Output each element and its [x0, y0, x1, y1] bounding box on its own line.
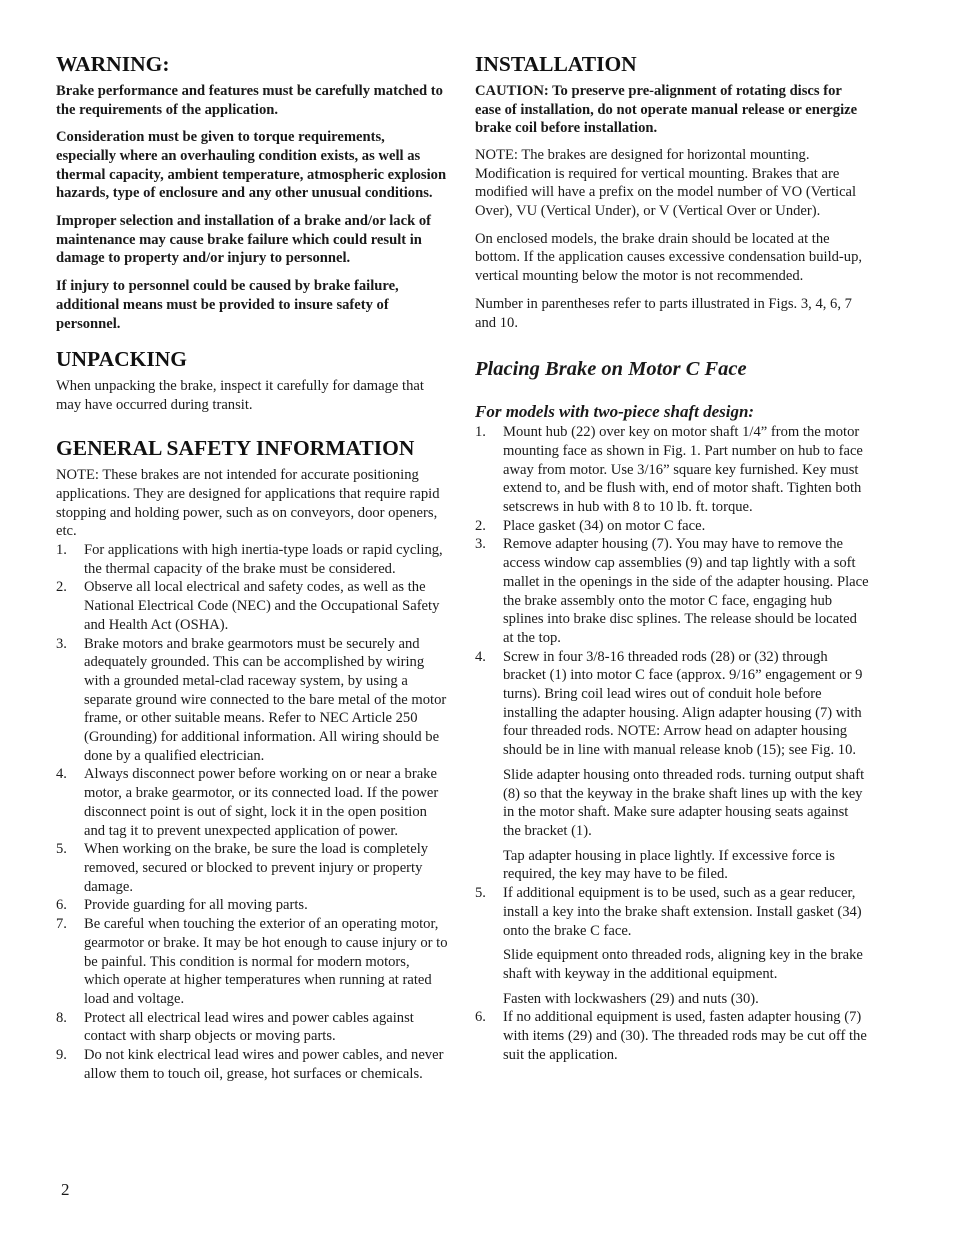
list-number: 1.: [56, 542, 67, 559]
list-item: [475, 1008, 869, 1064]
list-number: 6.: [475, 1009, 486, 1026]
list-item: [475, 535, 869, 647]
list-text: If additional equipment is to be used, such as a gear reducer, install a key into the brake shaft extension. Install gasket (34) onto the brake C face.: [503, 885, 862, 939]
list-text: For applications with high inertia-type loads or rapid cycling, the thermal capacity of the brake must be considered.: [84, 542, 443, 577]
list-number: 7.: [56, 916, 67, 933]
list-item: [56, 840, 448, 896]
installation-paragraph: NOTE: The brakes are designed for horizontal mounting. Modification is required for vertical mounting. Brakes that are modified will have a prefix on the model number of VO (Vertical Over), VU (Vertical Under), or V (Vertical Over or Under).: [475, 146, 857, 220]
list-item: [56, 578, 448, 634]
list-item: [56, 896, 448, 915]
list-item: [56, 1009, 448, 1046]
installation-paragraph: Number in parentheses refer to parts illustrated in Figs. 3, 4, 6, 7 and 10.: [475, 295, 852, 331]
list-number: 9.: [56, 1047, 67, 1064]
warning-paragraph: Consideration must be given to torque requirements, especially where an overhauling condition exists, as well as thermal capacity, ambient temperature, atmospheric explosion hazards, type of enclosure and any other unusual conditions.: [56, 129, 447, 202]
unpacking-section: [56, 347, 448, 414]
list-item: [56, 765, 448, 840]
list-number: 6.: [56, 897, 67, 914]
general-safety-section: [56, 436, 448, 1083]
list-text: Brake motors and brake gearmotors must be securely and adequately grounded. This can be accomplished by wiring with a grounded metal-clad raceway system, by using a separate ground wire connected to the bare metal of the motor frame, or other suitable means. Refer to NEC Article 250 (Grounding) for additional information. All wiring should be done by a qualified electrician.: [84, 635, 447, 764]
warning-heading: WARNING:: [56, 52, 170, 76]
list-continuation: Slide equipment onto threaded rods, aligning key in the brake shaft with keyway in the additional equipment.: [503, 947, 863, 982]
list-number: 3.: [56, 635, 67, 652]
right-column: [475, 52, 869, 1064]
list-item: [475, 648, 869, 884]
list-text: Provide guarding for all moving parts.: [84, 897, 308, 914]
list-text: If no additional equipment is used, fasten adapter housing (7) with items (29) and (30). The threaded rods may be cut off the suit the application.: [503, 1009, 867, 1063]
list-text: Observe all local electrical and safety codes, as well as the National Electrical Code (NEC) and the Occupational Safety and Health Act (OSHA).: [84, 579, 440, 633]
list-text: Always disconnect power before working on or near a brake motor, a brake gearmotor, or its connected load. If the power disconnect point is out of sight, lock it in the open position and tag it to prevent unexpected application of power.: [84, 766, 439, 839]
list-text: Place gasket (34) on motor C face.: [503, 517, 706, 534]
list-number: 2.: [56, 579, 67, 596]
list-number: 2.: [475, 517, 486, 534]
general-safety-note: NOTE: These brakes are not intended for accurate positioning applications. They are designed for applications that require rapid stopping and holding power, such as on conveyors, door openers, etc.: [56, 467, 440, 540]
list-number: 5.: [56, 841, 67, 858]
list-number: 4.: [56, 766, 67, 783]
list-item: [56, 1046, 448, 1083]
list-text: Do not kink electrical lead wires and power cables, and never allow them to touch oil, grease, hot surfaces or chemicals.: [84, 1047, 444, 1082]
list-text: Protect all electrical lead wires and power cables against contact with sharp objects or moving parts.: [84, 1009, 414, 1045]
warning-paragraph: Brake performance and features must be carefully matched to the requirements of the application.: [56, 82, 443, 118]
list-number: 8.: [56, 1009, 67, 1026]
installation-section: [475, 52, 869, 332]
installation-caution: CAUTION: To preserve pre-alignment of rotating discs for ease of installation, do not operate manual release or energize brake coil before installation.: [475, 82, 858, 137]
installation-heading: INSTALLATION: [475, 52, 637, 76]
list-text: Screw in four 3/8-16 threaded rods (28) or (32) through bracket (1) into motor C face (approx. 9/16” engagement or 9 turns). Bring coil lead wires out of conduit hole before installing the adapter housing. Align adapter housing (7) with four threaded rods. NOTE: Arrow head on adapter housing should be in line with manual release knob (15); see Fig. 10.: [503, 648, 863, 759]
list-text: Be careful when touching the exterior of an operating motor, gearmotor or brake. It may be hot enough to cause injury or to be painful. This condition is normal for modern motors, which operate at higher temperatures when running at rated load and voltage.: [84, 916, 448, 1007]
list-number: 1.: [475, 424, 486, 441]
list-item: [56, 915, 448, 1009]
list-continuation: Tap adapter housing in place lightly. If excessive force is required, the key may have to be filed.: [503, 847, 835, 883]
list-text: Mount hub (22) over key on motor shaft 1/4” from the motor mounting face as shown in Fig. 1. Part number on hub to face away from motor. Use 3/16” square key furnished. Key must extend to, and be flush with, end of motor shaft. Tighten both setscrews in hub with 8 to 10 lb. ft. torque.: [503, 424, 863, 516]
warning-section: [56, 52, 448, 333]
list-continuation: Slide adapter housing onto threaded rods. turning output shaft (8) so that the keyway in the brake shaft lines up with the key in the motor shaft. Make sure adapter housing seats against the bracket (1).: [503, 766, 865, 839]
warning-paragraph: Improper selection and installation of a brake and/or lack of maintenance may cause brake failure which could result in damage to property and/or injury to personnel.: [56, 213, 432, 267]
list-item: [56, 635, 448, 766]
placing-steps-list: [475, 423, 869, 1064]
list-item: [475, 517, 869, 536]
general-safety-heading: GENERAL SAFETY INFORMATION: [56, 436, 415, 461]
placing-brake-section: [475, 357, 869, 1064]
warning-paragraph: If injury to personnel could be caused by brake failure, additional means must be provided to insure safety of personnel.: [56, 278, 399, 332]
list-number: 3.: [475, 536, 486, 553]
list-number: 5.: [475, 885, 486, 902]
list-item: [475, 423, 869, 517]
list-number: 4.: [475, 648, 486, 665]
two-piece-shaft-subheading: For models with two-piece shaft design:: [475, 401, 755, 421]
installation-paragraph: On enclosed models, the brake drain should be located at the bottom. If the application causes excessive condensation build-up, vertical mounting below the motor is not recommended.: [475, 230, 863, 285]
placing-brake-heading: Placing Brake on Motor C Face: [475, 358, 747, 381]
page-number: 2: [61, 1180, 70, 1199]
list-item: [475, 884, 869, 1008]
list-text: When working on the brake, be sure the load is completely removed, secured or blocked to prevent injury or property damage.: [84, 841, 429, 895]
left-column: [56, 52, 448, 1083]
list-item: [56, 541, 448, 578]
unpacking-text: When unpacking the brake, inspect it carefully for damage that may have occurred during transit.: [56, 378, 424, 413]
safety-list: [56, 541, 448, 1083]
list-continuation: Fasten with lockwashers (29) and nuts (30).: [503, 990, 759, 1007]
list-text: Remove adapter housing (7). You may have to remove the access window cap assemblies (9) and tap lightly with a soft mallet in the openings in the side of the adapter housing. Place the brake assembly onto the motor C face, engaging hub splines into brake disc splines. The release should be located at the top.: [503, 536, 869, 646]
unpacking-heading: UNPACKING: [56, 347, 187, 372]
